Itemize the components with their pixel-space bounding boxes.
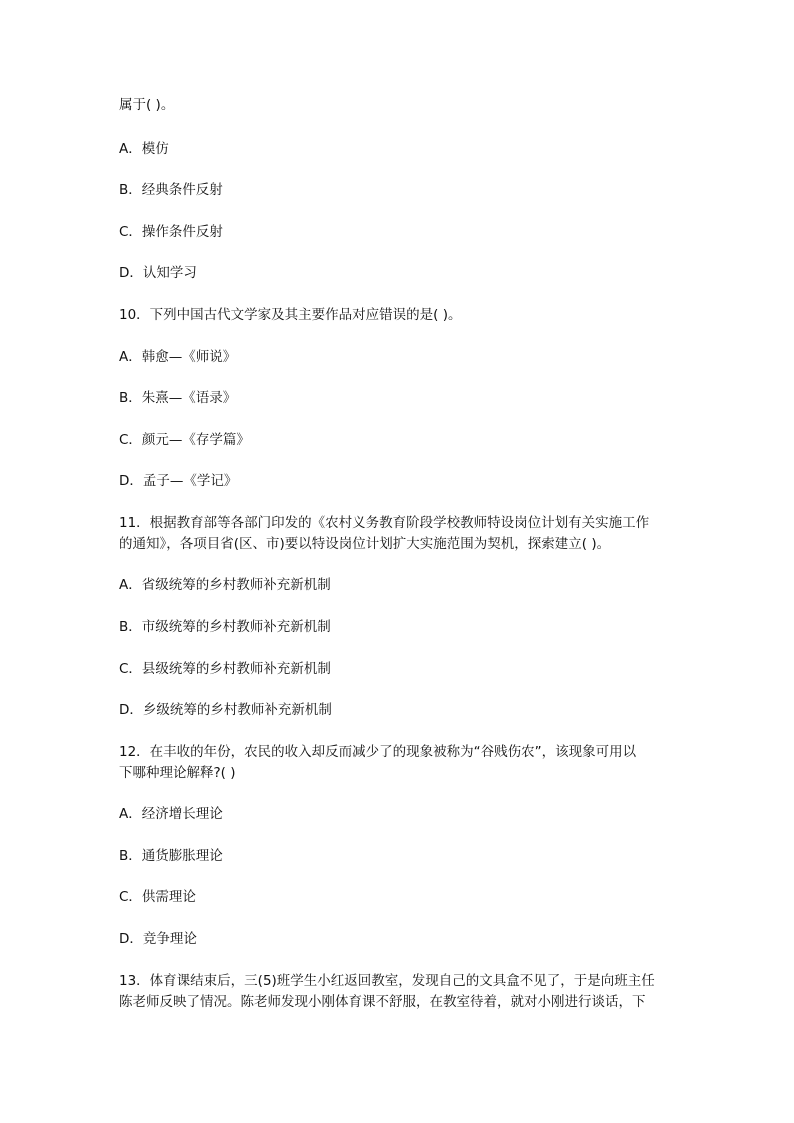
question-10-option-d: D．孟子—《学记》 <box>119 473 238 489</box>
question-12-stem-line-1: 12．在丰收的年份，农民的收入却反而减少了的现象被称为“谷贱伤农”，该现象可用以 <box>119 744 637 760</box>
question-11-option-a: A．省级统筹的乡村教师补充新机制 <box>119 577 331 593</box>
question-9-stem-continuation: 属于( )。 <box>119 97 175 113</box>
question-11-stem-line-1: 11．根据教育部等各部门印发的《农村义务教育阶段学校教师特设岗位计划有关实施工作 <box>119 515 650 531</box>
question-11-option-d: D．乡级统筹的乡村教师补充新机制 <box>119 702 332 718</box>
question-9-option-c: C．操作条件反射 <box>119 224 223 240</box>
question-12-option-d: D．竞争理论 <box>119 931 197 947</box>
question-9-option-b: B．经典条件反射 <box>119 182 223 198</box>
question-11-option-c: C．县级统筹的乡村教师补充新机制 <box>119 661 331 677</box>
question-13-stem-line-2: 陈老师反映了情况。陈老师发现小刚体育课不舒服，在教室待着，就对小刚进行谈话，下 <box>119 994 646 1010</box>
question-10-option-b: B．朱熹—《语录》 <box>119 390 237 406</box>
question-12-stem-line-2: 下哪种理论解释?( ) <box>119 765 236 781</box>
question-10-option-a: A．韩愈—《师说》 <box>119 349 237 365</box>
question-12-option-c: C．供需理论 <box>119 889 196 905</box>
question-11-option-b: B．市级统筹的乡村教师补充新机制 <box>119 619 331 635</box>
question-9-option-a: A．模仿 <box>119 141 169 157</box>
question-10-option-c: C．颜元—《存学篇》 <box>119 432 250 448</box>
question-10-stem: 10．下列中国古代文学家及其主要作品对应错误的是( )。 <box>119 307 462 323</box>
question-12-option-a: A．经济增长理论 <box>119 806 223 822</box>
question-9-option-d: D．认知学习 <box>119 265 197 281</box>
question-12-option-b: B．通货膨胀理论 <box>119 848 223 864</box>
question-13-stem-line-1: 13．体育课结束后，三(5)班学生小红返回教室，发现自己的文具盒不见了，于是向班主任 <box>119 973 655 989</box>
question-11-stem-line-2: 的通知》，各项目省(区、市)要以特设岗位计划扩大实施范围为契机，探索建立( )。 <box>119 536 611 552</box>
